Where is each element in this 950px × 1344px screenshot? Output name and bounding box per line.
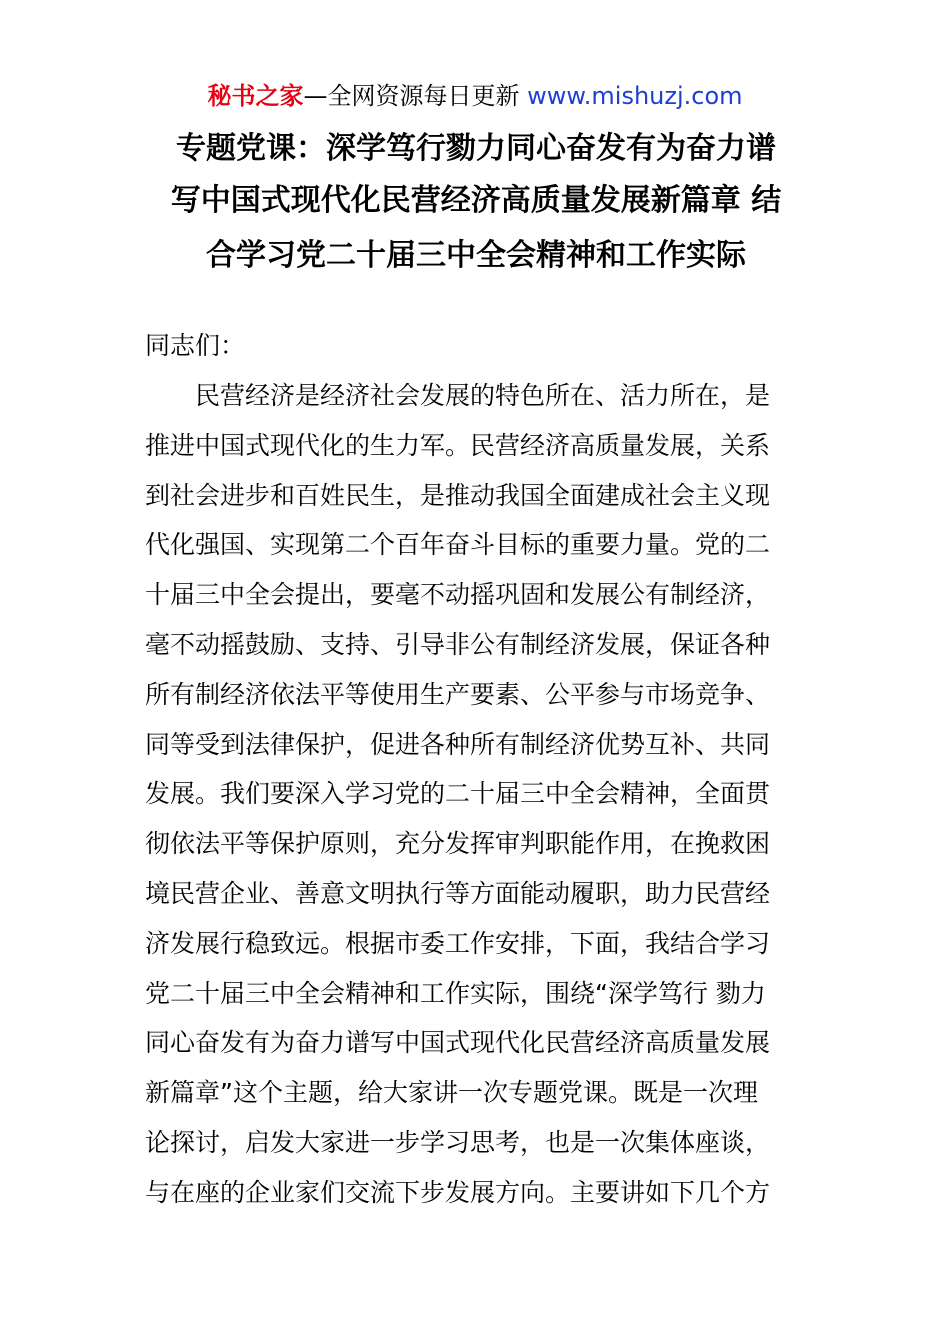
site-brand: 秘书之家 xyxy=(207,82,304,110)
body-paragraph xyxy=(145,376,810,1223)
body-line: 新篇章”这个主题，给大家讲一次专题党课。既是一次理 xyxy=(145,1078,758,1108)
document-title xyxy=(148,123,804,282)
body-line: 与在座的企业家们交流下步发展方向。主要讲如下几个方 xyxy=(145,1177,771,1207)
body-line: 论探讨，启发大家进一步学习思考，也是一次集体座谈， xyxy=(145,1127,771,1157)
site-tagline: —全网资源每日更新 xyxy=(303,82,520,110)
body-line: 所有制经济依法平等使用生产要素、公平参与市场竞争、 xyxy=(145,679,771,709)
title-line: 写中国式现代化民营经济高质量发展新篇章 结 xyxy=(170,183,782,218)
site-header xyxy=(0,78,950,114)
salutation: 同志们： xyxy=(145,331,246,360)
body-line: 到社会进步和百姓民生，是推动我国全面建成社会主义现 xyxy=(145,480,771,510)
body-line: 同心奋发有为奋力谱写中国式现代化民营经济高质量发展 xyxy=(145,1028,771,1058)
body-line: 济发展行稳致远。根据市委工作安排，下面，我结合学习 xyxy=(145,928,771,958)
body-line: 代化强国、实现第二个百年奋斗目标的重要力量。党的二 xyxy=(145,530,771,560)
title-line: 专题党课：深学笃行勠力同心奋发有为奋力谱 xyxy=(176,131,776,166)
body-line: 十届三中全会提出，要毫不动摇巩固和发展公有制经济， xyxy=(145,580,771,610)
title-line: 合学习党二十届三中全会精神和工作实际 xyxy=(206,238,746,273)
body-line: 同等受到法律保护，促进各种所有制经济优势互补、共同 xyxy=(145,729,771,759)
body-line: 党二十届三中全会精神和工作实际，围绕“深学笃行 勠力 xyxy=(145,978,766,1008)
body-line: 彻依法平等保护原则，充分发挥审判职能作用，在挽救困 xyxy=(145,829,771,859)
body-line: 毫不动摇鼓励、支持、引导非公有制经济发展，保证各种 xyxy=(145,629,771,659)
site-url-link[interactable]: www.mishuzj.com xyxy=(527,82,743,110)
body-line: 推进中国式现代化的生力军。民营经济高质量发展，关系 xyxy=(145,430,771,460)
body-line: 境民营企业、善意文明执行等方面能动履职，助力民营经 xyxy=(145,878,771,908)
body-line: 发展。我们要深入学习党的二十届三中全会精神，全面贯 xyxy=(145,779,771,809)
body-line: 民营经济是经济社会发展的特色所在、活力所在，是 xyxy=(195,381,771,410)
